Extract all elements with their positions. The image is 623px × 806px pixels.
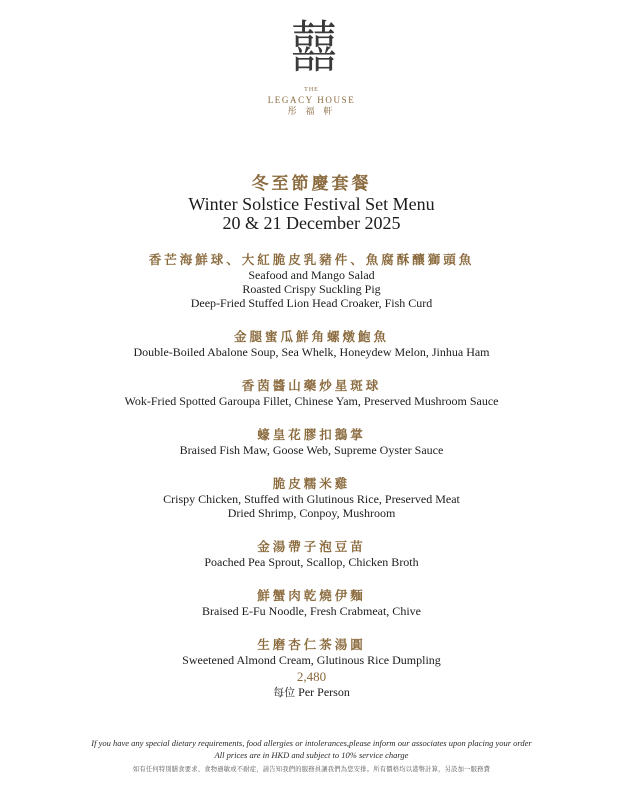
course-item: [0, 538, 623, 569]
course-name-chinese: 金腿蜜瓜鮮角螺燉鮑魚: [233, 329, 389, 344]
course-item: [0, 426, 623, 457]
course-name-chinese: 脆皮糯米雞: [272, 476, 351, 491]
restaurant-logo: [0, 16, 623, 119]
course-item: [0, 475, 623, 520]
course-description: Deep-Fried Stuffed Lion Head Croaker, Fish Curd: [190, 296, 433, 310]
course-item: [0, 377, 623, 408]
course-description: Poached Pea Sprout, Scallop, Chicken Broth: [204, 555, 419, 569]
course-description: Crispy Chicken, Stuffed with Glutinous Rice, Preserved Meat: [163, 492, 460, 506]
logo-the: THE: [304, 87, 319, 93]
menu-date: 20 & 21 December 2025: [222, 213, 401, 233]
course-description: Seafood and Mango Salad: [248, 268, 375, 282]
course-description: Sweetened Almond Cream, Glutinous Rice Dumpling: [182, 653, 441, 667]
course-item: [0, 636, 623, 667]
logo-name: LEGACY HOUSE: [267, 95, 356, 105]
price-block: [0, 669, 623, 700]
dietary-note: If you have any special dietary requirements, food allergies or intolerances,please inform our associates upon placing your order: [91, 738, 532, 748]
logo-name-chinese: 彤 福 軒: [287, 107, 336, 117]
price-label-english: Per Person: [298, 685, 350, 699]
course-description: Roasted Crispy Suckling Pig: [242, 282, 381, 296]
course-item: [0, 251, 623, 310]
logo-mark: 囍: [291, 16, 332, 81]
course-description: Wok-Fried Spotted Garoupa Fillet, Chinese Yam, Preserved Mushroom Sauce: [124, 394, 499, 408]
course-description: Dried Shrimp, Conpoy, Mushroom: [227, 506, 396, 520]
course-name-chinese: 鮮蟹肉乾燒伊麵: [257, 588, 366, 603]
course-list: [0, 251, 623, 667]
title-english: Winter Solstice Festival Set Menu: [188, 194, 435, 214]
course-name-chinese: 生磨杏仁茶湯圓: [257, 637, 366, 652]
price-label: [0, 685, 623, 700]
footer-notes: [0, 737, 623, 775]
course-name-chinese: 香茵醬山藥炒星斑球: [241, 378, 382, 393]
course-item: [0, 587, 623, 618]
course-description: Braised Fish Maw, Goose Web, Supreme Oyster Sauce: [179, 443, 444, 457]
price-value: 2,480: [296, 669, 327, 684]
course-description: Double-Boiled Abalone Soup, Sea Whelk, Honeydew Melon, Jinhua Ham: [133, 345, 490, 359]
menu-title: [0, 174, 623, 233]
course-name-chinese: 蠔皇花膠扣鵝掌: [257, 427, 366, 442]
course-name-chinese: 香芒海鮮球、大紅脆皮乳豬件、魚腐酥釀獅頭魚: [148, 252, 475, 267]
course-item: [0, 328, 623, 359]
course-name-chinese: 金湯帶子泡豆苗: [257, 539, 366, 554]
service-charge-note: All prices are in HKD and subject to 10% service charge: [214, 750, 409, 760]
chinese-footer-note: 如有任何特別膳食要求、食物過敏或不耐症，請告知我們的服務員讓我們為您安排。所有價格均以港幣計算，另設加一服務費: [132, 766, 491, 773]
title-chinese: 冬至節慶套餐: [251, 174, 372, 194]
price-label-chinese: 每位: [273, 686, 296, 699]
course-description: Braised E-Fu Noodle, Fresh Crabmeat, Chive: [202, 604, 421, 618]
